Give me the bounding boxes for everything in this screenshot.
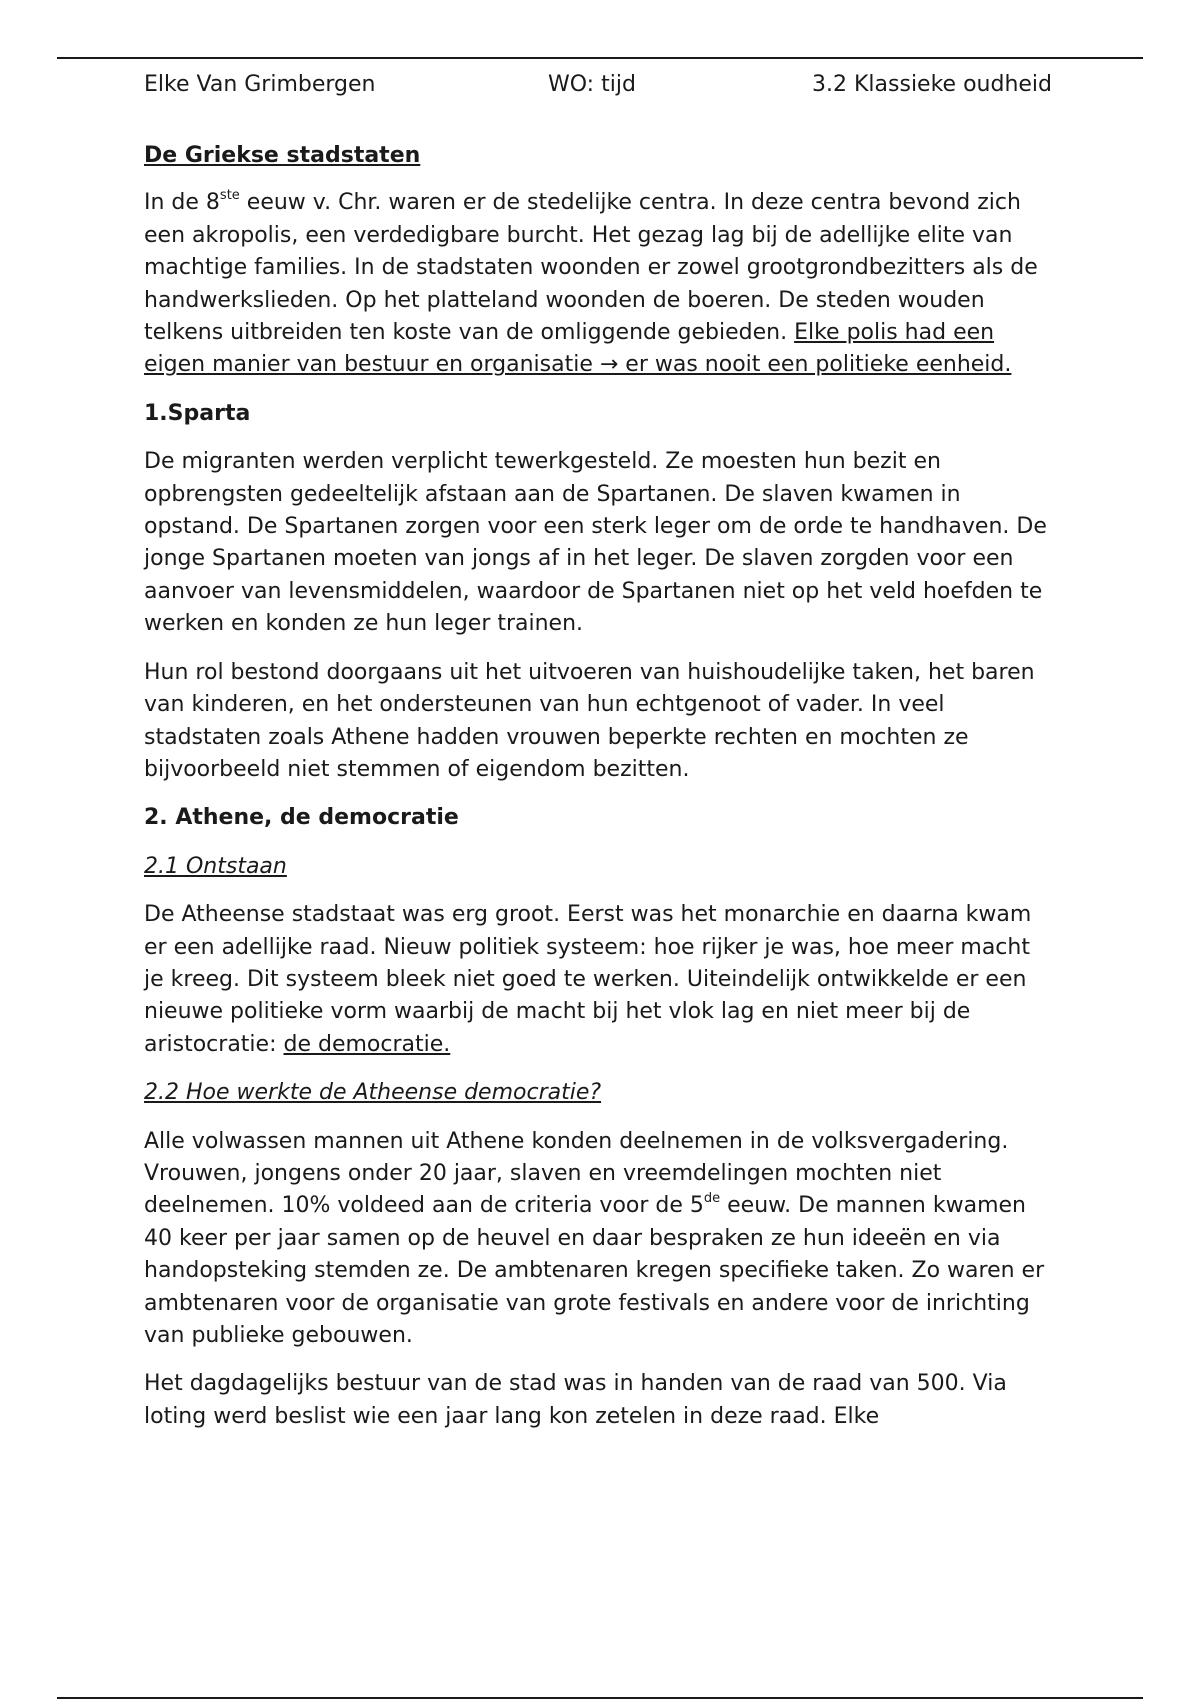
intro-text-1: In de 8: [144, 190, 220, 216]
footer-rule: [57, 1697, 1143, 1699]
sparta-paragraph-1: De migranten werden verplicht tewerkgesteld. Ze moesten hun bezit en opbrengsten gedeeltelijk afstaan aan de Spartanen. De slaven kwamen in opstand. De Spartanen zorgen voor een sterk leger om de orde te handhaven. De jonge Spartanen moeten van jongs af in het leger. De slaven zorgden voor een aanvoer van levensmiddelen, waardoor de Spartanen niet op het veld hoefden te werken en konden ze hun leger trainen.: [144, 449, 1047, 637]
ontstaan-text: De Atheense stadstaat was erg groot. Eerst was het monarchie en daarna kwam er een adellijke raad. Nieuw politiek systeem: hoe rijker je was, hoe meer macht je kreeg. Dit systeem bleek niet goed te werken. Uiteindelijk ontwikkelde er een nieuwe politieke vorm waarbij de macht bij het vlok lag en niet meer bij de aristocratie:: [144, 902, 1032, 1057]
document-title: De Griekse stadstaten: [144, 143, 421, 168]
subheading-democratie: 2.2 Hoe werkte de Atheense democratie?: [144, 1080, 602, 1106]
heading-athene: 2. Athene, de democratie: [144, 805, 459, 831]
intro-paragraph: [144, 187, 1056, 381]
democratie-text-2: eeuw. De mannen kwamen 40 keer per jaar samen op de heuvel en daar bespraken ze hun ideeën en via handopsteking stemden ze. De ambtenaren kregen specifieke taken. Zo waren er ambtenaren voor de organisatie van grote festivals en andere voor de inrichting van publieke gebouwen.: [144, 1193, 1045, 1348]
document-body: [144, 140, 1056, 1449]
ontstaan-underlined: de democratie.: [283, 1031, 451, 1057]
ontstaan-paragraph: [144, 899, 1056, 1061]
intro-text-2: eeuw v. Chr. waren er de stedelijke centra. In deze centra bevond zich een akropolis, een verdedigbare burcht. Het gezag lag bij de adellijke elite van machtige families. In de stadstaten woonden er zowel grootgrondbezitters als de handwerkslieden. Op het platteland woonden de boeren. De steden wouden telkens uitbreiden ten koste van de omliggende gebieden.: [144, 190, 1038, 346]
header-rule: [57, 57, 1143, 59]
intro-underlined: Elke polis had een eigen manier van bestuur en organisatie → er was nooit een politieke eenheid.: [144, 320, 1012, 378]
democratie-superscript: de: [703, 1191, 721, 1207]
header-subject: WO: tijd: [548, 72, 636, 97]
page-header: [144, 68, 1052, 102]
heading-sparta: 1.Sparta: [144, 400, 251, 426]
intro-superscript: ste: [219, 188, 240, 204]
header-author: Elke Van Grimbergen: [144, 72, 376, 97]
header-chapter: 3.2 Klassieke oudheid: [812, 72, 1052, 97]
democratie-paragraph-2: Het dagdagelijks bestuur van de stad was in handen van de raad van 500. Via loting werd beslist wie een jaar lang kon zetelen in deze raad. Elke: [144, 1371, 1007, 1429]
subheading-ontstaan: 2.1 Ontstaan: [144, 853, 287, 879]
democratie-text-1: Alle volwassen mannen uit Athene konden deelnemen in de volksvergadering. Vrouwen, jongens onder 20 jaar, slaven en vreemdelingen mochten niet deelnemen. 10% voldeed aan de criteria voor de 5: [144, 1128, 1009, 1219]
democratie-paragraph-1: [144, 1126, 1056, 1353]
sparta-paragraph-2: Hun rol bestond doorgaans uit het uitvoeren van huishoudelijke taken, het baren van kinderen, en het ondersteunen van hun echtgenoot of vader. In veel stadstaten zoals Athene hadden vrouwen beperkte rechten en mochten ze bijvoorbeeld niet stemmen of eigendom bezitten.: [144, 659, 1035, 782]
